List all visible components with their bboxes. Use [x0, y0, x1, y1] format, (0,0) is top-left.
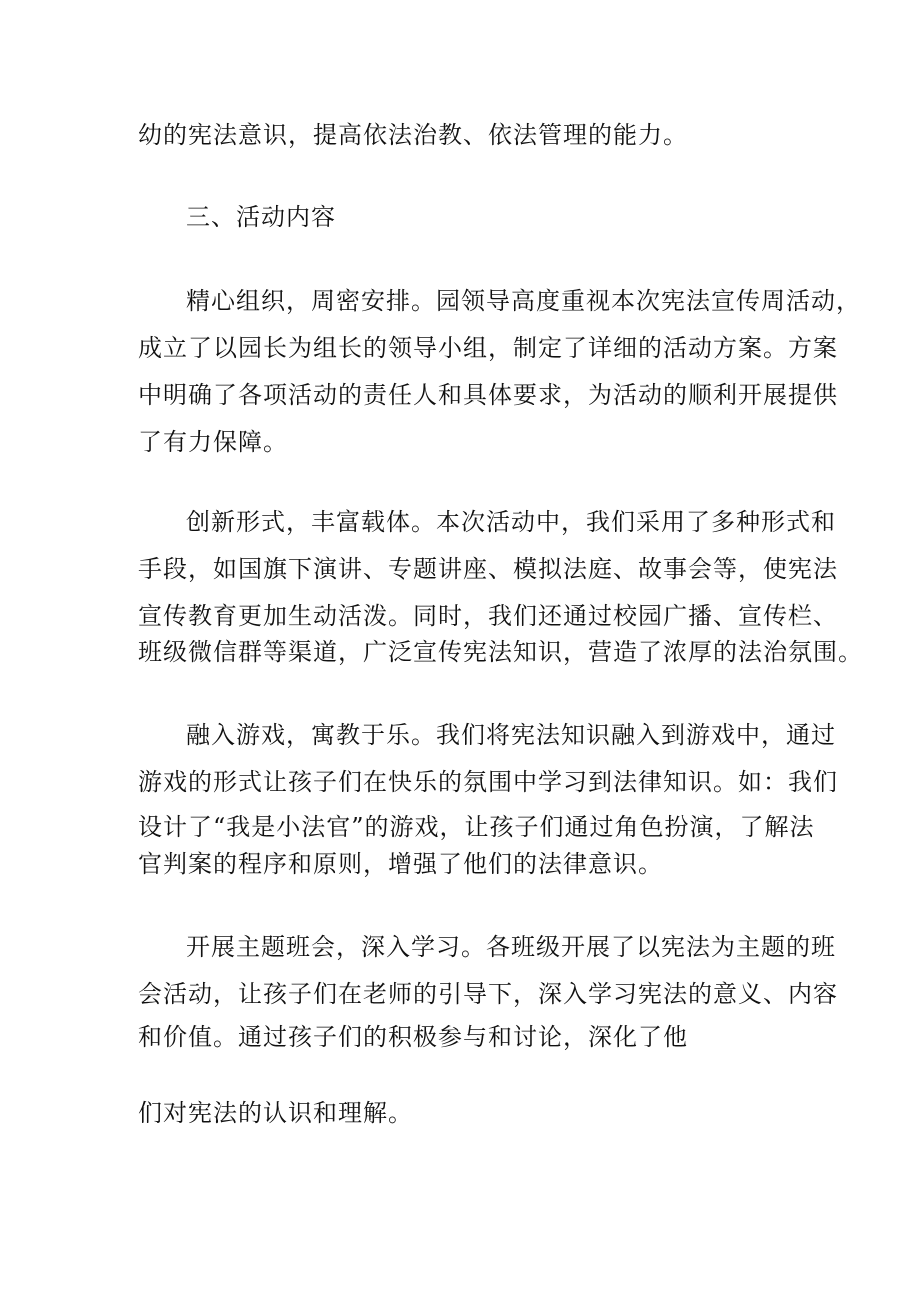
- paragraph-line: 融入游戏，寓教于乐。我们将宪法知识融入到游戏中，通过: [186, 721, 836, 749]
- section-heading: 三、活动内容: [186, 203, 336, 231]
- final-line: 们对宪法的认识和理解。: [138, 1099, 413, 1127]
- paragraph-line: 中明确了各项活动的责任人和具体要求，为活动的顺利开展提供: [138, 381, 838, 409]
- paragraph-line: 游戏的形式让孩子们在快乐的氛围中学习到法律知识。如：我们: [138, 768, 838, 796]
- paragraph-line: 会活动，让孩子们在老师的引导下，深入学习宪法的意义、内容: [138, 980, 838, 1008]
- paragraph-line: 班级微信群等渠道，广泛宣传宪法知识，营造了浓厚的法治氛围。: [138, 638, 863, 666]
- paragraph-line: 开展主题班会，深入学习。各班级开展了以宪法为主题的班: [186, 933, 836, 961]
- intro-tail-line: 幼的宪法意识，提高依法治教、依法管理的能力。: [138, 121, 688, 149]
- paragraph-line: 了有力保障。: [138, 428, 288, 456]
- paragraph-line: 创新形式，丰富载体。本次活动中，我们采用了多种形式和: [186, 508, 836, 536]
- paragraph-line: 成立了以园长为组长的领导小组，制定了详细的活动方案。方案: [138, 334, 838, 362]
- paragraph-line: 和价值。通过孩子们的积极参与和讨论，深化了他: [138, 1023, 688, 1051]
- paragraph-line: 手段，如国旗下演讲、专题讲座、模拟法庭、故事会等，使宪法: [138, 555, 838, 583]
- paragraph-line: 设计了“我是小法官”的游戏，让孩子们通过角色扮演，了解法: [138, 813, 815, 841]
- paragraph-line: 宣传教育更加生动活泼。同时，我们还通过校园广播、宣传栏、: [138, 602, 838, 630]
- paragraph-line: 官判案的程序和原则，增强了他们的法律意识。: [138, 850, 663, 878]
- paragraph-line: 精心组织，周密安排。园领导高度重视本次宪法宣传周活动，: [186, 287, 861, 315]
